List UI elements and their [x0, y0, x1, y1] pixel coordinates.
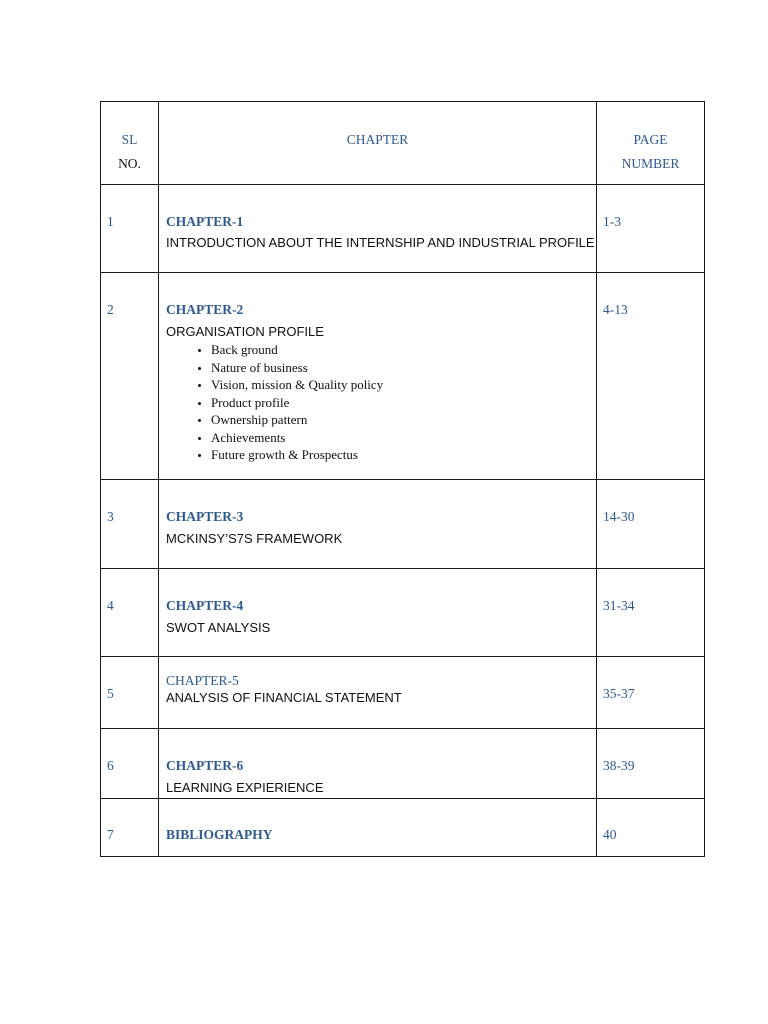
row-number-cell [101, 480, 159, 569]
chapter-title: ANALYSIS OF FINANCIAL STATEMENT [166, 690, 402, 705]
page-range: 4-13 [603, 302, 628, 317]
row-number-cell [101, 799, 159, 857]
page-range-cell [597, 657, 705, 729]
page-range: 40 [603, 827, 617, 842]
chapter-cell [159, 729, 597, 799]
page-header-line1: PAGE [633, 132, 668, 147]
chapter-cell [159, 569, 597, 657]
list-item: • Nature of business [211, 359, 596, 377]
page-range-cell [597, 799, 705, 857]
chapter-label: CHAPTER-6 [166, 758, 244, 773]
chapter-cell [159, 480, 597, 569]
page-range: 31-34 [603, 598, 635, 613]
page-range-cell [597, 273, 705, 480]
chapter-header [159, 102, 597, 185]
row-number: 1 [107, 214, 114, 229]
row-number-cell [101, 729, 159, 799]
list-item: • Future growth & Prospectus [211, 446, 596, 464]
table-of-contents [100, 101, 705, 857]
row-number: 6 [107, 758, 114, 773]
header-row [101, 102, 705, 185]
row-number: 2 [107, 302, 114, 317]
list-item: • Ownership pattern [211, 411, 596, 429]
chapter-cell [159, 273, 597, 480]
sl-no-header [101, 102, 159, 185]
row-number: 3 [107, 509, 114, 524]
chapter-cell [159, 799, 597, 857]
page-range-cell [597, 569, 705, 657]
list-item: • Achievements [211, 429, 596, 447]
table-row [101, 273, 705, 480]
page-range: 14-30 [603, 509, 635, 524]
page-range: 1-3 [603, 214, 621, 229]
row-number-cell [101, 657, 159, 729]
page-range-cell [597, 480, 705, 569]
sl-header-line2: NO. [118, 156, 141, 171]
page-range: 35-37 [603, 686, 635, 701]
chapter-label: CHAPTER-4 [166, 598, 244, 613]
chapter-label: CHAPTER-3 [166, 509, 244, 524]
page-range-cell [597, 185, 705, 273]
row-number-cell [101, 569, 159, 657]
page-range: 38-39 [603, 758, 635, 773]
page-number-header [597, 102, 705, 185]
table-row [101, 569, 705, 657]
chapter-label: CHAPTER-2 [166, 302, 244, 317]
page-header-line2: NUMBER [621, 156, 680, 171]
row-number-cell [101, 185, 159, 273]
chapter-title: MCKINSY’S7S FRAMEWORK [166, 531, 343, 546]
chapter-label: CHAPTER-1 [166, 214, 244, 229]
table-row [101, 657, 705, 729]
row-number: 4 [107, 598, 114, 613]
list-item: • Vision, mission & Quality policy [211, 376, 596, 394]
chapter-label: CHAPTER-5 [166, 673, 239, 688]
table-row [101, 729, 705, 799]
table-row [101, 799, 705, 857]
chapter-cell [159, 185, 597, 273]
row-number-cell [101, 273, 159, 480]
list-item: • Back ground [211, 341, 596, 359]
chapter-header-label: CHAPTER [346, 132, 409, 147]
chapter-cell [159, 657, 597, 729]
chapter-title: SWOT ANALYSIS [166, 620, 271, 635]
row-number: 5 [107, 686, 114, 701]
table-row [101, 480, 705, 569]
chapter-title: ORGANISATION PROFILE [166, 324, 324, 339]
list-item: • Product profile [211, 394, 596, 412]
chapter-title: LEARNING EXPIERIENCE [166, 780, 324, 795]
row-number: 7 [107, 827, 114, 842]
sub-topic-list [166, 341, 596, 464]
chapter-title: INTRODUCTION ABOUT THE INTERNSHIP AND INDUSTRIAL PROFILE [166, 235, 595, 250]
chapter-label: BIBLIOGRAPHY [166, 827, 273, 842]
sl-header-line1: SL [121, 132, 138, 147]
table-row [101, 185, 705, 273]
page-range-cell [597, 729, 705, 799]
